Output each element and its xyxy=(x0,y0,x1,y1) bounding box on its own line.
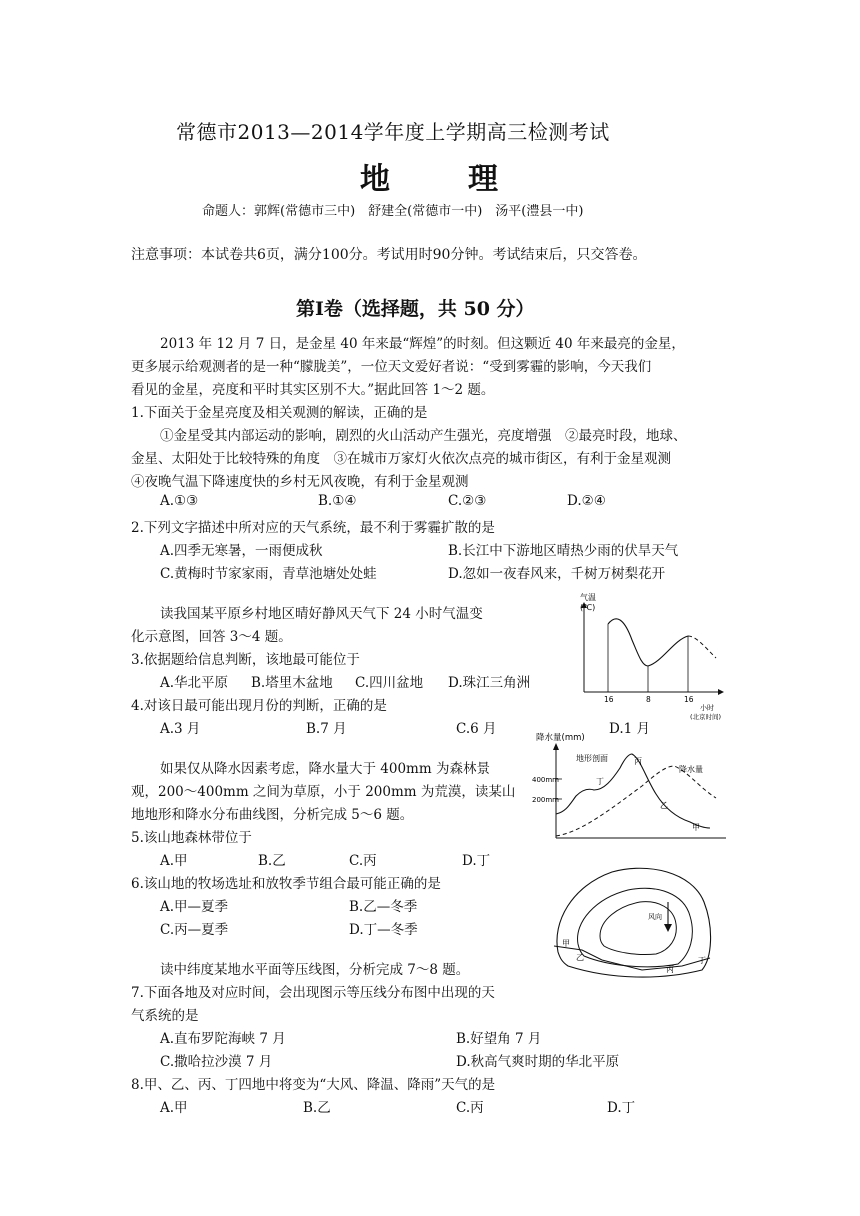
isobar-figure xyxy=(552,862,722,982)
temp-y-label-1: 气温 xyxy=(580,593,596,602)
q3-option-a[interactable]: A.华北平原 xyxy=(160,675,229,691)
q1-line: ①金星受其内部运动的影响，剧烈的火山活动产生强光，亮度增强 ②最亮时段，地球、 xyxy=(160,428,687,444)
q5-option-a[interactable]: A.甲 xyxy=(160,853,188,869)
q4-option-a[interactable]: A.3 月 xyxy=(160,721,201,737)
q1-option-a[interactable]: A.①③ xyxy=(160,493,199,509)
q4-option-d[interactable]: D.1 月 xyxy=(609,721,651,737)
q3-option-c[interactable]: C.四川盆地 xyxy=(355,675,424,691)
q8-stem: 8.甲、乙、丙、丁四地中将变为“大风、降温、降雨”天气的是 xyxy=(131,1077,496,1093)
q6-option-b[interactable]: B.乙—冬季 xyxy=(349,899,418,915)
q2-stem: 2.下列文字描述中所对应的天气系统，最不利于雾霾扩散的是 xyxy=(131,520,495,536)
q6-option-d[interactable]: D.丁—冬季 xyxy=(349,922,418,938)
passage3-line: 观，200～400mm 之间为草原，小于 200mm 为荒漠，读某山 xyxy=(131,784,516,800)
point-jia: 甲 xyxy=(562,939,570,948)
exam-title: 常德市2013—2014学年度上学期高三检测考试 xyxy=(176,120,610,144)
q1-line: 金星、太阳处于比较特殊的角度 ③在城市万家灯火依次点亮的城市街区，有利于金星观测 xyxy=(131,451,671,467)
subject-char-2: 理 xyxy=(468,162,500,197)
temp-tick: 16 xyxy=(604,695,614,704)
temp-tick: 8 xyxy=(646,695,651,704)
q7-option-d[interactable]: D.秋高气爽时期的华北平原 xyxy=(456,1054,620,1070)
passage3-line: 如果仅从降水因素考虑，降水量大于 400mm 为森林景 xyxy=(160,761,490,777)
q1-option-b[interactable]: B.①④ xyxy=(318,493,357,509)
notice: 注意事项：本试卷共6页，满分100分。考试用时90分钟。考试结束后，只交答卷。 xyxy=(131,247,647,263)
point-yi: 乙 xyxy=(660,801,668,810)
point-yi: 乙 xyxy=(576,953,584,962)
temperature-figure xyxy=(576,592,726,732)
q6-option-a[interactable]: A.甲—夏季 xyxy=(160,899,229,915)
precipitation-figure xyxy=(532,728,732,848)
point-bing: 丙 xyxy=(634,757,642,766)
precip-y-arrow xyxy=(553,743,559,750)
q1-option-d[interactable]: D.②④ xyxy=(567,493,606,509)
q6-stem: 6.该山地的牧场选址和放牧季节组合最可能正确的是 xyxy=(131,876,441,892)
precip-tick-200: 200mm xyxy=(532,796,559,804)
passage4: 读中纬度某地水平面等压线图，分析完成 7～8 题。 xyxy=(160,962,470,978)
q4-option-b[interactable]: B.7 月 xyxy=(306,721,347,737)
q1-option-c[interactable]: C.②③ xyxy=(448,493,487,509)
point-jia: 甲 xyxy=(692,823,700,832)
q7-stem: 7.下面各地及对应时间，会出现图示等压线分布图中出现的天 xyxy=(131,985,495,1001)
q7-stem-cont: 气系统的是 xyxy=(131,1008,199,1024)
precip-series-label: 降水量 xyxy=(679,765,703,774)
wind-label: 风向 xyxy=(648,913,662,921)
q6-option-c[interactable]: C.丙—夏季 xyxy=(160,922,229,938)
passage2-line: 读我国某平原乡村地区晴好静风天气下 24 小时气温变 xyxy=(160,606,483,622)
temp-curve-dashed xyxy=(688,636,716,658)
q1-line: ④夜晚气温下降速度快的乡村无风夜晚，有利于金星观测 xyxy=(131,474,469,490)
q5-option-b[interactable]: B.乙 xyxy=(258,853,286,869)
q2-option-a[interactable]: A.四季无寒暑，一雨便成秋 xyxy=(160,543,323,559)
q7-option-a[interactable]: A.直布罗陀海峡 7 月 xyxy=(160,1031,286,1047)
subject-char-1: 地 xyxy=(360,162,392,197)
q5-option-d[interactable]: D.丁 xyxy=(462,853,491,869)
isobar-inner xyxy=(600,902,676,955)
isobar-middle xyxy=(578,888,693,967)
q4-option-c[interactable]: C.6 月 xyxy=(456,721,497,737)
passage1-line: 看见的金星，亮度和平时其实区别不大。”据此回答 1～2 题。 xyxy=(131,382,495,398)
temp-tick: 16 xyxy=(684,695,694,704)
temp-x-label-2: (北京时间) xyxy=(690,713,722,721)
point-ding: 丁 xyxy=(698,956,706,965)
q3-stem: 3.依据题给信息判断，该地最可能位于 xyxy=(131,652,360,668)
q2-option-c[interactable]: C.黄梅时节家家雨，青草池塘处处蛙 xyxy=(160,566,377,582)
q8-option-c[interactable]: C.丙 xyxy=(456,1100,484,1116)
q3-option-d[interactable]: D.珠江三角洲 xyxy=(448,675,531,691)
q5-stem: 5.该山地森林带位于 xyxy=(131,830,252,846)
authors: 命题人：郭辉(常德市三中) 舒建全(常德市一中) 汤平(澧县一中) xyxy=(202,204,584,219)
q8-option-d[interactable]: D.丁 xyxy=(607,1100,636,1116)
temp-y-label-2: (℃) xyxy=(580,603,596,612)
q8-option-b[interactable]: B.乙 xyxy=(303,1100,331,1116)
q7-option-b[interactable]: B.好望角 7 月 xyxy=(456,1031,542,1047)
temp-x-arrow xyxy=(718,689,724,695)
point-ding: 丁 xyxy=(596,777,604,786)
q4-stem: 4.对该日最可能出现月份的判断，正确的是 xyxy=(131,698,387,714)
terrain-label: 地形剖面 xyxy=(576,754,608,763)
section-title: 第Ⅰ卷（选择题，共 50 分） xyxy=(296,298,535,320)
q2-option-b[interactable]: B.长江中下游地区晴热少雨的伏旱天气 xyxy=(448,543,679,559)
q3-option-b[interactable]: B.塔里木盆地 xyxy=(251,675,333,691)
temp-curve xyxy=(608,619,688,666)
q1-stem: 1.下面关于金星亮度及相关观测的解读，正确的是 xyxy=(131,405,428,421)
q8-option-a[interactable]: A.甲 xyxy=(160,1100,188,1116)
passage2-line: 化示意图，回答 3～4 题。 xyxy=(131,629,292,645)
point-bing: 丙 xyxy=(666,965,674,974)
passage3-line: 地地形和降水分布曲线图，分析完成 5～6 题。 xyxy=(131,807,414,823)
temp-x-label-1: 小时 xyxy=(700,704,714,712)
q5-option-c[interactable]: C.丙 xyxy=(349,853,377,869)
precip-y-label: 降水量(mm) xyxy=(536,733,585,743)
q7-option-c[interactable]: C.撒哈拉沙漠 7 月 xyxy=(160,1054,273,1070)
wind-arrow-head xyxy=(664,924,672,932)
passage1-line: 更多展示给观测者的是一种“朦胧美”，一位天文爱好者说：“受到雾霾的影响，今天我们 xyxy=(131,359,652,375)
q2-option-d[interactable]: D.忽如一夜春风来，千树万树梨花开 xyxy=(448,566,666,582)
passage1-line: 2013 年 12 月 7 日，是金星 40 年来最“辉煌”的时刻。但这颗近 40 年来最亮的金星， xyxy=(160,336,685,352)
precip-tick-400: 400mm xyxy=(532,776,559,784)
